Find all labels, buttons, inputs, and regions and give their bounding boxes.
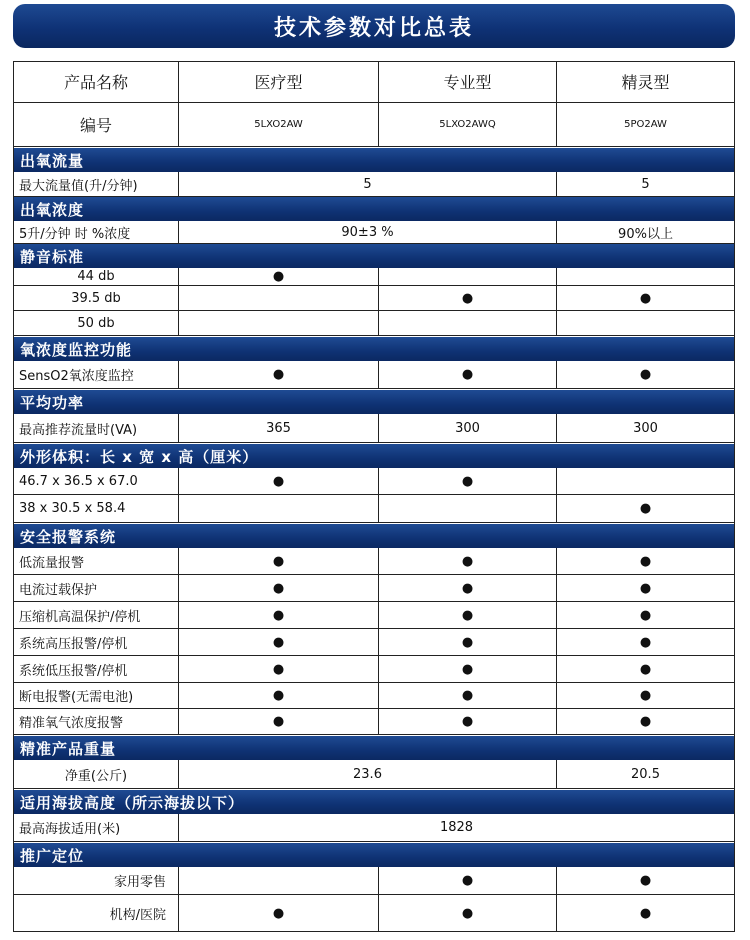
table-row [13, 361, 735, 389]
altitude-label: 最高海拔适用(米) [13, 814, 179, 842]
table-row [13, 602, 735, 629]
table-row [13, 575, 735, 602]
power-medical: 365 [179, 414, 379, 443]
section-noise: 静音标准 [13, 244, 735, 268]
positioning-institution: 机构/医院 [13, 895, 179, 932]
table-cell [179, 495, 379, 523]
monitor-label: SensO2氧浓度监控 [13, 361, 179, 389]
bullet-mark: ● [461, 688, 474, 703]
table-cell [179, 895, 379, 932]
table-cell [179, 268, 379, 286]
table-cell [557, 311, 735, 336]
table-cell [179, 867, 379, 895]
table-cell [557, 495, 735, 523]
bullet-mark: ● [639, 661, 652, 677]
table-cell [557, 683, 735, 709]
bullet-mark: ● [639, 501, 652, 516]
bullet-mark: ● [272, 661, 285, 677]
max-flow-value-b: 5 [557, 172, 735, 197]
section-alarm: 安全报警系统 [13, 524, 735, 548]
table-cell [557, 629, 735, 656]
section-monitor: 氧浓度监控功能 [13, 337, 735, 361]
concentration-label: 5升/分钟 时 %浓度 [13, 221, 179, 244]
bullet-mark: ● [639, 714, 652, 729]
bullet-mark: ● [639, 367, 652, 382]
table-row [13, 495, 735, 523]
max-flow-label: 最大流量值(升/分钟) [13, 172, 179, 197]
bullet-mark: ● [461, 607, 474, 623]
altitude-value: 1828 [179, 814, 735, 842]
bullet-mark: ● [272, 473, 285, 489]
table-cell [379, 468, 557, 495]
noise-50: 50 db [13, 311, 179, 336]
code-spirit: 5PO2AW [557, 103, 735, 147]
power-spirit: 300 [557, 414, 735, 443]
table-row [13, 656, 735, 683]
table-cell [179, 602, 379, 629]
alarm-label: 低流量报警 [13, 548, 179, 575]
table-cell [379, 602, 557, 629]
table-cell [379, 286, 557, 311]
section-flow: 出氧流量 [13, 148, 735, 172]
table-cell [179, 361, 379, 389]
table-row-product-name [13, 61, 735, 103]
bullet-mark: ● [639, 873, 652, 888]
bullet-mark: ● [461, 290, 474, 306]
code-medical: 5LXO2AW [179, 103, 379, 147]
table-cell [557, 895, 735, 932]
table-cell [179, 548, 379, 575]
table-cell [557, 286, 735, 311]
weight-label: 净重(公斤) [13, 760, 179, 789]
max-flow-value-a: 5 [179, 172, 557, 197]
bullet-mark: ● [272, 580, 285, 596]
bullet-mark: ● [639, 634, 652, 650]
table-row [13, 709, 735, 735]
section-positioning: 推广定位 [13, 843, 735, 867]
table-row [13, 414, 735, 443]
table-cell [179, 286, 379, 311]
model-professional: 专业型 [379, 61, 557, 103]
table-cell [557, 602, 735, 629]
table-cell [179, 629, 379, 656]
table-row [13, 629, 735, 656]
bullet-mark: ● [461, 714, 474, 729]
bullet-mark: ● [639, 553, 652, 569]
product-name-label: 产品名称 [13, 61, 179, 103]
code-label: 编号 [13, 103, 179, 147]
bullet-mark: ● [461, 553, 474, 569]
alarm-label: 压缩机高温保护/停机 [13, 602, 179, 629]
bullet-mark: ● [639, 688, 652, 703]
table-cell [179, 683, 379, 709]
table-cell [179, 468, 379, 495]
table-row [13, 760, 735, 789]
bullet-mark: ● [272, 688, 285, 703]
table-cell [557, 361, 735, 389]
size-small: 38 x 30.5 x 58.4 [13, 495, 179, 523]
bullet-mark: ● [639, 905, 652, 921]
model-spirit: 精灵型 [557, 61, 735, 103]
table-cell [557, 268, 735, 286]
noise-39-5: 39.5 db [13, 286, 179, 311]
alarm-label: 精准氧气浓度报警 [13, 709, 179, 735]
positioning-home: 家用零售 [13, 867, 179, 895]
table-row [13, 172, 735, 197]
table-cell [379, 268, 557, 286]
noise-44: 44 db [13, 268, 179, 286]
code-professional: 5LXO2AWQ [379, 103, 557, 147]
table-cell [557, 709, 735, 735]
table-row [13, 268, 735, 286]
table-cell [379, 548, 557, 575]
table-row [13, 895, 735, 932]
table-row [13, 286, 735, 311]
bullet-mark: ● [272, 634, 285, 650]
bullet-mark: ● [272, 607, 285, 623]
table-cell [557, 656, 735, 683]
table-cell [557, 867, 735, 895]
bullet-mark: ● [461, 634, 474, 650]
weight-value-b: 20.5 [557, 760, 735, 789]
section-power: 平均功率 [13, 390, 735, 414]
table-cell [557, 468, 735, 495]
alarm-label: 系统低压报警/停机 [13, 656, 179, 683]
bullet-mark: ● [461, 873, 474, 888]
alarm-label: 电流过载保护 [13, 575, 179, 602]
concentration-value-b: 90%以上 [557, 221, 735, 244]
section-size: 外形体积：长 x 宽 x 高（厘米） [13, 444, 735, 468]
table-row-code [13, 103, 735, 147]
table-cell [179, 311, 379, 336]
table-cell [379, 629, 557, 656]
table-cell [379, 895, 557, 932]
page-title: 技术参数对比总表 [273, 15, 474, 41]
table-cell [379, 361, 557, 389]
bullet-mark: ● [461, 580, 474, 596]
table-cell [557, 548, 735, 575]
bullet-mark: ● [272, 367, 285, 382]
table-row [13, 221, 735, 244]
table-cell [379, 867, 557, 895]
model-medical: 医疗型 [179, 61, 379, 103]
size-large: 46.7 x 36.5 x 67.0 [13, 468, 179, 495]
table-cell [179, 575, 379, 602]
bullet-mark: ● [639, 607, 652, 623]
table-cell [379, 709, 557, 735]
alarm-label: 系统高压报警/停机 [13, 629, 179, 656]
table-cell [179, 709, 379, 735]
table-cell [379, 656, 557, 683]
table-cell [379, 311, 557, 336]
bullet-mark: ● [461, 661, 474, 677]
bullet-mark: ● [272, 905, 285, 921]
weight-value-a: 23.6 [179, 760, 557, 789]
concentration-value-a: 90±3 % [179, 221, 557, 244]
table-row [13, 814, 735, 842]
bullet-mark: ● [272, 553, 285, 569]
table-cell [379, 575, 557, 602]
bullet-mark: ● [272, 269, 285, 284]
power-professional: 300 [379, 414, 557, 443]
alarm-label: 断电报警(无需电池) [13, 683, 179, 709]
table-row [13, 468, 735, 495]
table-cell [557, 575, 735, 602]
section-altitude: 适用海拔高度（所示海拔以下） [13, 790, 735, 814]
bullet-mark: ● [272, 714, 285, 729]
table-cell [379, 495, 557, 523]
section-concentration: 出氧浓度 [13, 197, 735, 221]
table-row [13, 548, 735, 575]
bullet-mark: ● [461, 473, 474, 489]
bullet-mark: ● [461, 905, 474, 921]
section-weight: 精准产品重量 [13, 736, 735, 760]
table-row [13, 683, 735, 709]
power-label: 最高推荐流量时(VA) [13, 414, 179, 443]
bullet-mark: ● [639, 580, 652, 596]
bullet-mark: ● [639, 290, 652, 306]
table-cell [379, 683, 557, 709]
table-cell [179, 656, 379, 683]
table-row [13, 311, 735, 336]
title-banner [13, 4, 735, 48]
bullet-mark: ● [461, 367, 474, 382]
table-row [13, 867, 735, 895]
